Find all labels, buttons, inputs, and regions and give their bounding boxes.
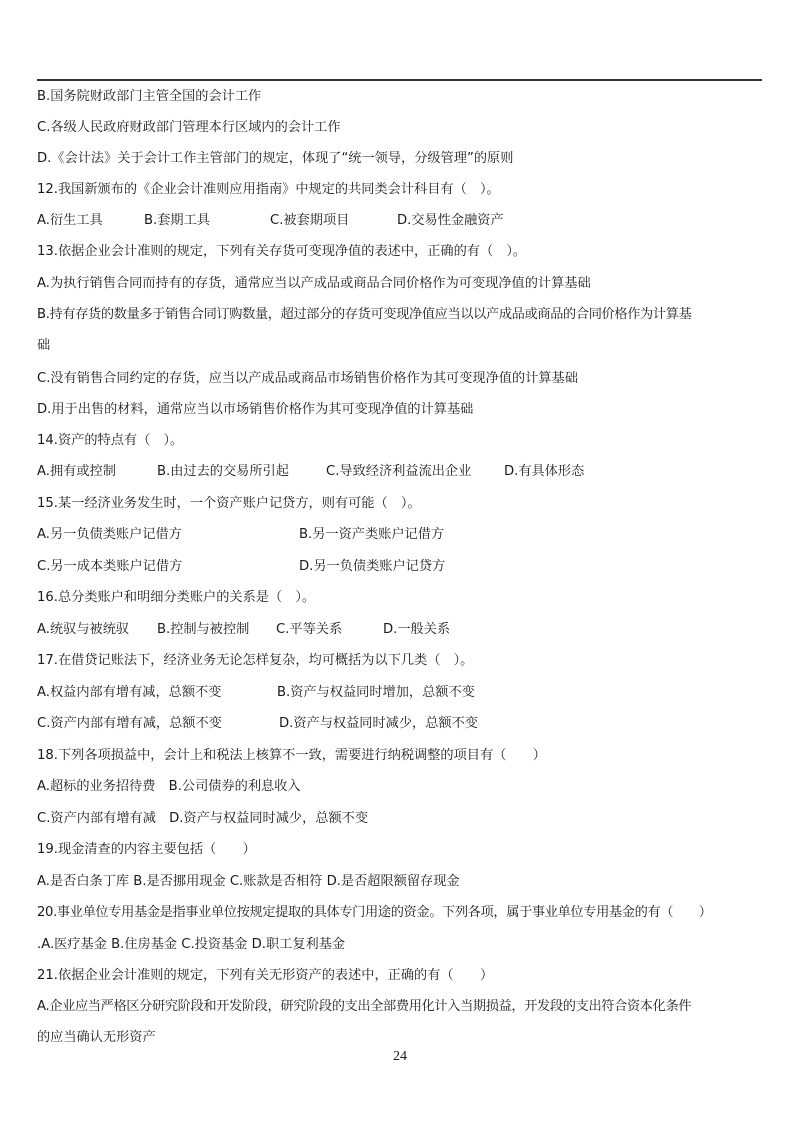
q14-stem: 14.资产的特点有（ ）。 — [37, 433, 184, 448]
q11-option-c: C.各级人民政府财政部门管理本行区域内的会计工作 — [37, 120, 341, 135]
q17-stem: 17.在借贷记账法下，经济业务无论怎样复杂，均可概括为以下几类（ ）。 — [37, 653, 474, 668]
q15-option-d: D.另一负债类账户记贷方 — [299, 559, 446, 574]
q16-option-a: A.统驭与被统驭 — [37, 622, 130, 637]
q17-option-b: B.资产与权益同时增加，总额不变 — [277, 685, 475, 700]
q17-option-a: A.权益内部有增有减，总额不变 — [37, 685, 222, 700]
q12-option-a: A.衍生工具 — [37, 213, 103, 228]
header-rule — [37, 79, 762, 81]
q13-stem: 13.依据企业会计准则的规定，下列有关存货可变现净值的表述中，正确的有（ ）。 — [37, 244, 527, 259]
q14-option-d: D.有具体形态 — [504, 464, 585, 479]
q13-option-b-cont: 础 — [37, 338, 51, 353]
q12-option-d: D.交易性金融资产 — [397, 213, 504, 228]
q17-option-c: C.资产内部有增有减，总额不变 — [37, 716, 222, 731]
q12-stem: 12.我国新颁布的《企业会计准则应用指南》中规定的共同类会计科目有（ ）。 — [37, 182, 500, 197]
q15-option-b: B.另一资产类账户记借方 — [299, 527, 445, 542]
q12-option-b: B.套期工具 — [144, 213, 210, 228]
q21-option-a-cont: 的应当确认无形资产 — [37, 1030, 156, 1045]
q13-option-d: D.用于出售的材料，通常应当以市场销售价格作为其可变现净值的计算基础 — [37, 402, 474, 417]
q19-options: A.是否白条丁库 B.是否挪用现金 C.账款是否相符 D.是否超限额留存现金 — [37, 874, 460, 889]
q16-option-b: B.控制与被控制 — [157, 622, 250, 637]
q16-option-c: C.平等关系 — [276, 622, 343, 637]
q21-option-a: A.企业应当严格区分研究阶段和开发阶段，研究阶段的支出全部费用化计入当期损益，开发段的支出符合资本化条件 — [37, 999, 692, 1014]
q21-stem: 21.依据企业会计准则的规定，下列有关无形资产的表述中，正确的有（ ） — [37, 968, 494, 983]
q14-option-c: C.导致经济利益流出企业 — [326, 464, 472, 479]
q19-stem: 19.现金清查的内容主要包括（ ） — [37, 842, 256, 857]
q15-option-a: A.另一负债类账户记借方 — [37, 527, 182, 542]
q13-option-b: B.持有存货的数量多于销售合同订购数量，超过部分的存货可变现净值应当以以产成品或商品的合同价格作为计算基 — [37, 307, 692, 322]
q11-option-b: B.国务院财政部门主管全国的会计工作 — [37, 89, 262, 104]
page-number: 24 — [393, 1049, 407, 1064]
q20-stem: 20.事业单位专用基金是指事业单位按规定提取的具体专门用途的资金。下列各项，属于事业单位专用基金的有（ ） — [37, 905, 712, 920]
q14-option-b: B.由过去的交易所引起 — [157, 464, 289, 479]
q16-stem: 16.总分类账户和明细分类账户的关系是（ ）。 — [37, 590, 316, 605]
q15-option-c: C.另一成本类账户记借方 — [37, 559, 183, 574]
q13-option-c: C.没有销售合同约定的存货，应当以产成品或商品市场销售价格作为其可变现净值的计算基础 — [37, 371, 578, 386]
q18-options-cd: C.资产内部有增有减 D.资产与权益同时减少，总额不变 — [37, 811, 369, 826]
q15-stem: 15.某一经济业务发生时，一个资产账户记贷方，则有可能（ ）。 — [37, 496, 421, 511]
q14-option-a: A.拥有或控制 — [37, 464, 116, 479]
q18-options-ab: A.超标的业务招待费 B.公司债券的利息收入 — [37, 779, 301, 794]
q20-options: .A.医疗基金 B.住房基金 C.投资基金 D.职工复利基金 — [37, 937, 346, 952]
q17-option-d: D.资产与权益同时减少，总额不变 — [279, 716, 478, 731]
q11-option-d: D.《会计法》关于会计工作主管部门的规定，体现了“统一领导，分级管理”的原则 — [37, 151, 514, 166]
q13-option-a: A.为执行销售合同而持有的存货，通常应当以产成品或商品合同价格作为可变现净值的计算基础 — [37, 276, 591, 291]
q12-option-c: C.被套期项目 — [270, 213, 350, 228]
q16-option-d: D.一般关系 — [383, 622, 451, 637]
q18-stem: 18.下列各项损益中，会计上和税法上核算不一致，需要进行纳税调整的项目有（ ） — [37, 748, 546, 763]
